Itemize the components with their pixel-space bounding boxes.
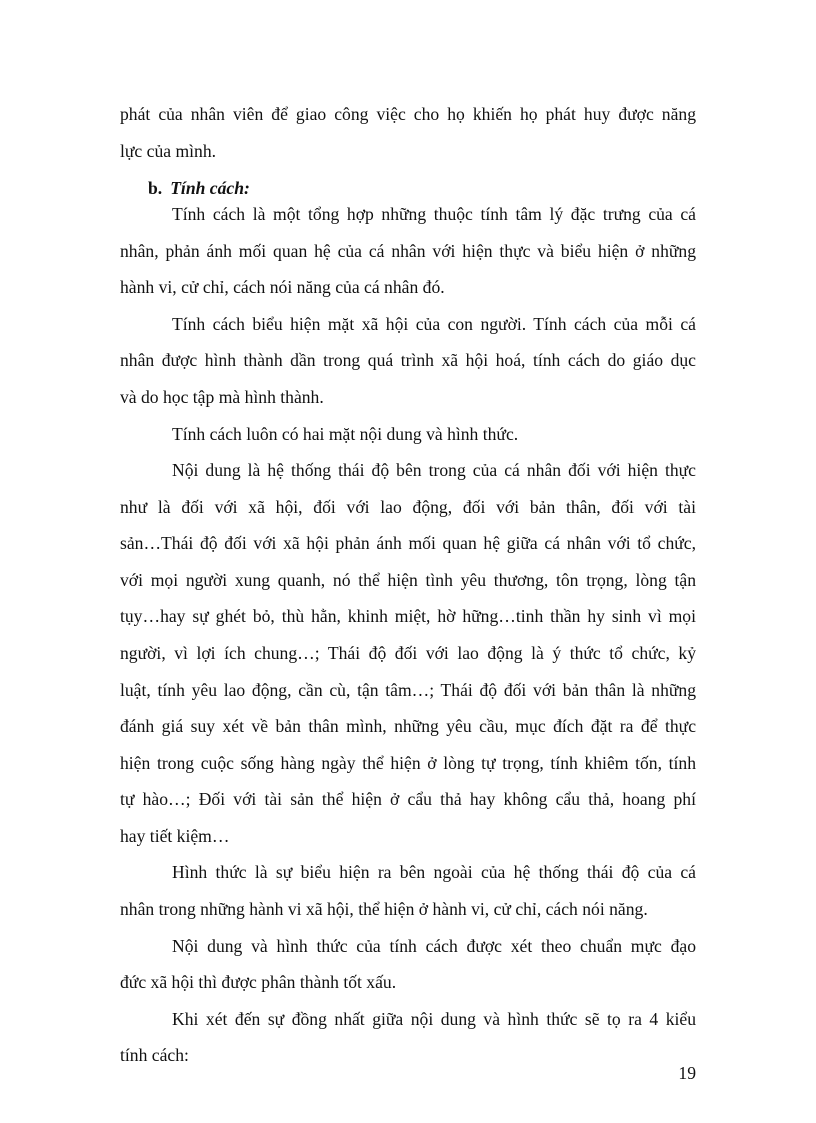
body-text-line: nhân, phản ánh mối quan hệ của cá nhân với hiện thực và biểu hiện ở những — [120, 241, 696, 261]
body-text-line: tụy…hay sự ghét bỏ, thù hằn, khinh miệt, hờ hững…tinh thần hy sinh vì mọi — [120, 606, 696, 626]
body-text-line: đức xã hội thì được phân thành tốt xấu. — [120, 972, 397, 992]
body-text-line: Nội dung và hình thức của tính cách được xét theo chuẩn mực đạo — [172, 936, 696, 956]
body-text-line: tính cách: — [120, 1045, 189, 1065]
body-text-line: với mọi người xung quanh, nó thể hiện tình yêu thương, tôn trọng, lòng tận — [120, 570, 696, 590]
body-text-line: người, vì lợi ích chung…; Thái độ đối với lao động là ý thức tổ chức, kỷ — [120, 643, 696, 663]
body-text-line: lực của mình. — [120, 141, 217, 161]
body-text-line: phát của nhân viên để giao công việc cho họ khiến họ phát huy được năng — [120, 104, 696, 124]
body-text-line: Nội dung là hệ thống thái độ bên trong của cá nhân đối với hiện thực — [172, 460, 696, 480]
section-heading — [148, 177, 724, 199]
body-text-line: đánh giá suy xét về bản thân mình, những yêu cầu, mục đích đặt ra để thực — [120, 716, 696, 736]
body-text-line: hành vi, cử chỉ, cách nói năng của cá nhân đó. — [120, 277, 445, 297]
body-text-line: Khi xét đến sự đồng nhất giữa nội dung và hình thức sẽ tọ ra 4 kiểu — [172, 1009, 696, 1029]
section-heading-marker: b. — [148, 178, 163, 198]
body-text-line: Hình thức là sự biểu hiện ra bên ngoài của hệ thống thái độ của cá — [172, 862, 696, 882]
body-text-line: hay tiết kiệm… — [120, 826, 230, 846]
page-number: 19 — [678, 1063, 696, 1083]
body-text-line: sản…Thái độ đối với xã hội phản ánh mối quan hệ giữa cá nhân với tổ chức, — [120, 533, 696, 553]
body-text-line: Tính cách luôn có hai mặt nội dung và hình thức. — [172, 424, 519, 444]
section-heading-title: Tính cách: — [170, 178, 250, 198]
body-text-line: và do học tập mà hình thành. — [120, 387, 324, 407]
body-text-line: nhân được hình thành dần trong quá trình xã hội hoá, tính cách do giáo dục — [120, 350, 696, 370]
body-text-line: Tính cách là một tổng hợp những thuộc tính tâm lý đặc trưng của cá — [172, 204, 696, 224]
body-text-line: nhân trong những hành vi xã hội, thể hiện ở hành vi, cử chỉ, cách nói năng. — [120, 899, 648, 919]
body-text-line: hiện trong cuộc sống hàng ngày thể hiện ở lòng tự trọng, tính khiêm tốn, tính — [120, 753, 696, 773]
body-text-line: luật, tính yêu lao động, cần cù, tận tâm…; Thái độ đối với bản thân là những — [120, 680, 696, 700]
body-text-line: Tính cách biểu hiện mặt xã hội của con người. Tính cách của mỗi cá — [172, 314, 696, 334]
body-text-line: tự hào…; Đối với tài sản thể hiện ở cẩu thả hay không cẩu thả, hoang phí — [120, 789, 696, 809]
body-text-line: như là đối với xã hội, đối với lao động, đối với bản thân, đối với tài — [120, 497, 696, 517]
